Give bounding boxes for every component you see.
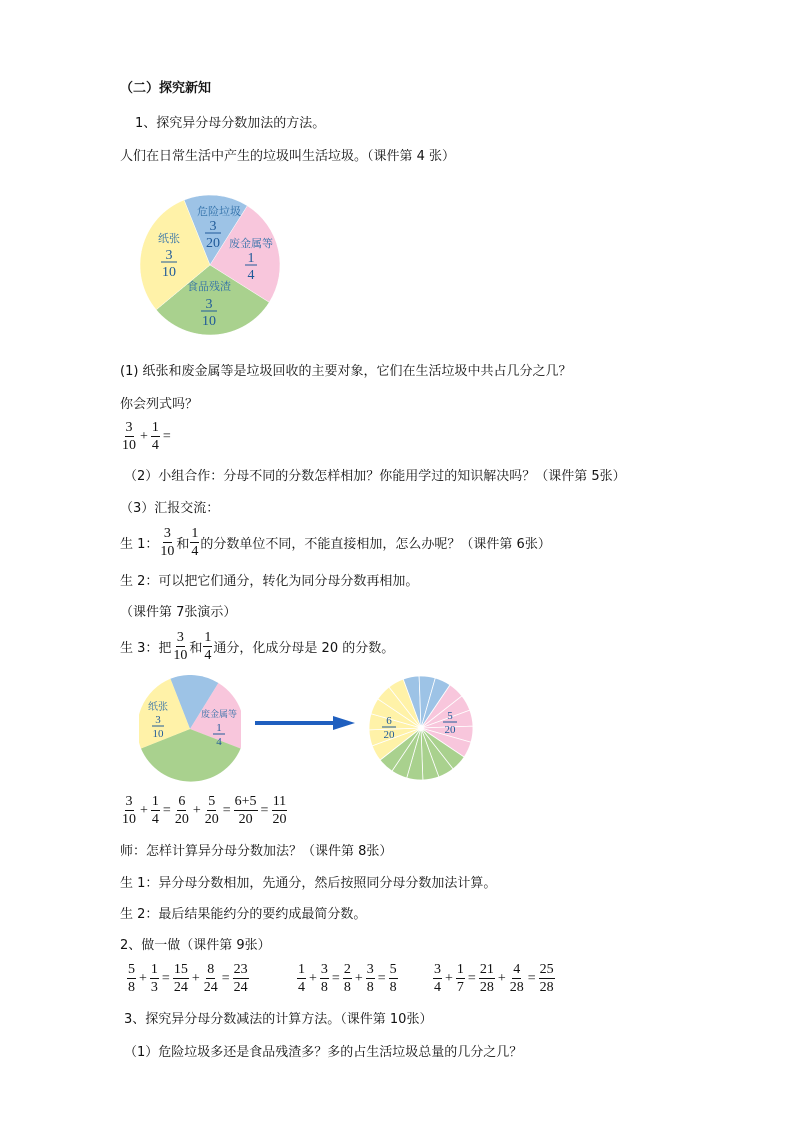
svg-text:6: 6: [386, 715, 392, 727]
fraction: $\frac{4}{28}$: [509, 962, 524, 995]
svg-text:3: 3: [165, 248, 173, 263]
main-equation: $\frac{3}{10}$ + $\frac{1}{4}$ = $\frac{6}{20}$ + $\frac{5}{20}$ = $\frac{6+5}{20}$ = $\frac{11}{20}$: [122, 794, 287, 827]
fraction: $\frac{5}{20}$: [204, 794, 219, 827]
fraction: $\frac{3}{10}$: [173, 630, 188, 663]
student-answer-1: 生 1：异分母分数相加，先通分，然后按照同分母分数加法计算。: [120, 876, 497, 891]
fraction: $\frac{5}{8}$: [128, 962, 135, 995]
exercise-2: $\frac{1}{4}$ + $\frac{3}{8}$ = $\frac{2}{8}$ + $\frac{3}{8}$ = $\frac{5}{8}$: [298, 962, 397, 995]
svg-text:20: 20: [383, 729, 395, 741]
svg-text:5: 5: [447, 710, 453, 722]
svg-text:4: 4: [247, 268, 255, 283]
question-3: （3）汇报交流：: [120, 501, 220, 516]
svg-text:4: 4: [216, 736, 222, 748]
svg-text:1: 1: [216, 722, 222, 734]
question-1b: 你会列式吗？: [120, 397, 199, 412]
expression-1: $\frac{3}{10}$ + $\frac{1}{4}$ =: [122, 420, 171, 453]
pie-chart-tenths: [139, 675, 241, 783]
courseware-note: （课件第 7张演示）: [120, 605, 237, 620]
svg-text:纸张: 纸张: [158, 233, 180, 245]
student-2-line: 生 2：可以把它们通分，转化为同分母分数再相加。: [120, 574, 419, 589]
section-heading: （二）探究新知: [120, 81, 212, 96]
fraction: $\frac{3}{10}$: [122, 794, 136, 827]
question-1: (1) 纸张和废金属等是垃圾回收的主要对象，它们在生活垃圾中共占几分之几？: [120, 364, 572, 379]
fraction: $\frac{5}{8}$: [389, 962, 397, 995]
student-1-line: 生 1： $\frac{3}{10}$ 和 $\frac{1}{4}$ 的分数单位不同，不能直接相加，怎么办呢？（课件第 6张）: [120, 526, 551, 559]
svg-text:1: 1: [247, 251, 255, 266]
exercise-3: $\frac{3}{4}$ + $\frac{1}{7}$ = $\frac{21}{28}$ + $\frac{4}{28}$ = $\frac{25}{28}$: [434, 962, 554, 995]
garbage-pie-chart: [139, 194, 281, 336]
intro-text: 人们在日常生活中产生的垃圾叫生活垃圾。（课件第 4 张）: [120, 149, 456, 164]
fraction: $\frac{3}{10}$: [122, 420, 136, 453]
svg-text:10: 10: [162, 265, 176, 280]
student-answer-2: 生 2：最后结果能约分的要约成最简分数。: [120, 907, 367, 922]
svg-text:3: 3: [155, 714, 161, 726]
fraction: $\frac{1}{4}$: [298, 962, 305, 995]
teacher-question: 师：怎样计算异分母分数加法？（课件第 8张）: [120, 844, 393, 859]
fraction: $\frac{23}{24}$: [233, 962, 248, 995]
fraction: $\frac{3}{4}$: [434, 962, 441, 995]
fraction: $\frac{21}{28}$: [479, 962, 494, 995]
section-2-title: 2、做一做（课件第 9张）: [120, 938, 271, 953]
fraction: $\frac{1}{4}$: [204, 630, 212, 663]
pie-chart-twentieths: [368, 675, 474, 781]
fraction: $\frac{2}{8}$: [343, 962, 351, 995]
exercise-1: $\frac{5}{8}$ + $\frac{1}{3}$ = $\frac{15}{24}$ + $\frac{8}{24}$ = $\frac{23}{24}$: [128, 962, 248, 995]
svg-text:10: 10: [202, 314, 216, 329]
svg-text:3: 3: [205, 297, 213, 312]
section-3-title: 3、探究异分母分数减法的计算方法。（课件第 10张）: [124, 1012, 433, 1027]
svg-text:3: 3: [209, 219, 217, 234]
fraction: $\frac{15}{24}$: [173, 962, 188, 995]
svg-text:危险垃圾: 危险垃圾: [197, 206, 241, 218]
arrow-right-icon: [255, 716, 355, 730]
student-3-line: 生 3：把 $\frac{3}{10}$ 和 $\frac{1}{4}$ 通分，化成分母是 20 的分数。: [120, 630, 395, 663]
fraction: $\frac{1}{3}$: [150, 962, 158, 995]
svg-text:纸张: 纸张: [148, 702, 168, 713]
svg-text:20: 20: [206, 236, 220, 251]
fraction: $\frac{1}{4}$: [191, 526, 199, 559]
fraction: $\frac{8}{24}$: [203, 962, 218, 995]
fraction: $\frac{11}{20}$: [272, 794, 287, 827]
svg-text:10: 10: [152, 728, 164, 740]
fraction: $\frac{1}{4}$: [151, 420, 159, 453]
svg-text:废金属等: 废金属等: [200, 709, 238, 719]
fraction: $\frac{25}{28}$: [539, 962, 554, 995]
svg-text:20: 20: [444, 724, 456, 736]
question-2: （2）小组合作：分母不同的分数怎样相加？你能用学过的知识解决吗？（课件第 5张）: [124, 469, 626, 484]
fraction: $\frac{3}{10}$: [160, 526, 175, 559]
fraction: $\frac{6}{20}$: [174, 794, 189, 827]
fraction: $\frac{1}{4}$: [151, 794, 159, 827]
svg-text:废金属等: 废金属等: [229, 238, 273, 250]
section-1-title: 1、探究异分母分数加法的方法。: [135, 116, 326, 131]
fraction: $\frac{1}{7}$: [456, 962, 464, 995]
svg-text:食品残渣: 食品残渣: [187, 281, 231, 293]
fraction: $\frac{3}{8}$: [320, 962, 328, 995]
question-4: （1）危险垃圾多还是食品残渣多？多的占生活垃圾总量的几分之几？: [124, 1045, 523, 1060]
fraction: $\frac{6+5}{20}$: [234, 794, 257, 827]
fraction: $\frac{3}{8}$: [366, 962, 374, 995]
